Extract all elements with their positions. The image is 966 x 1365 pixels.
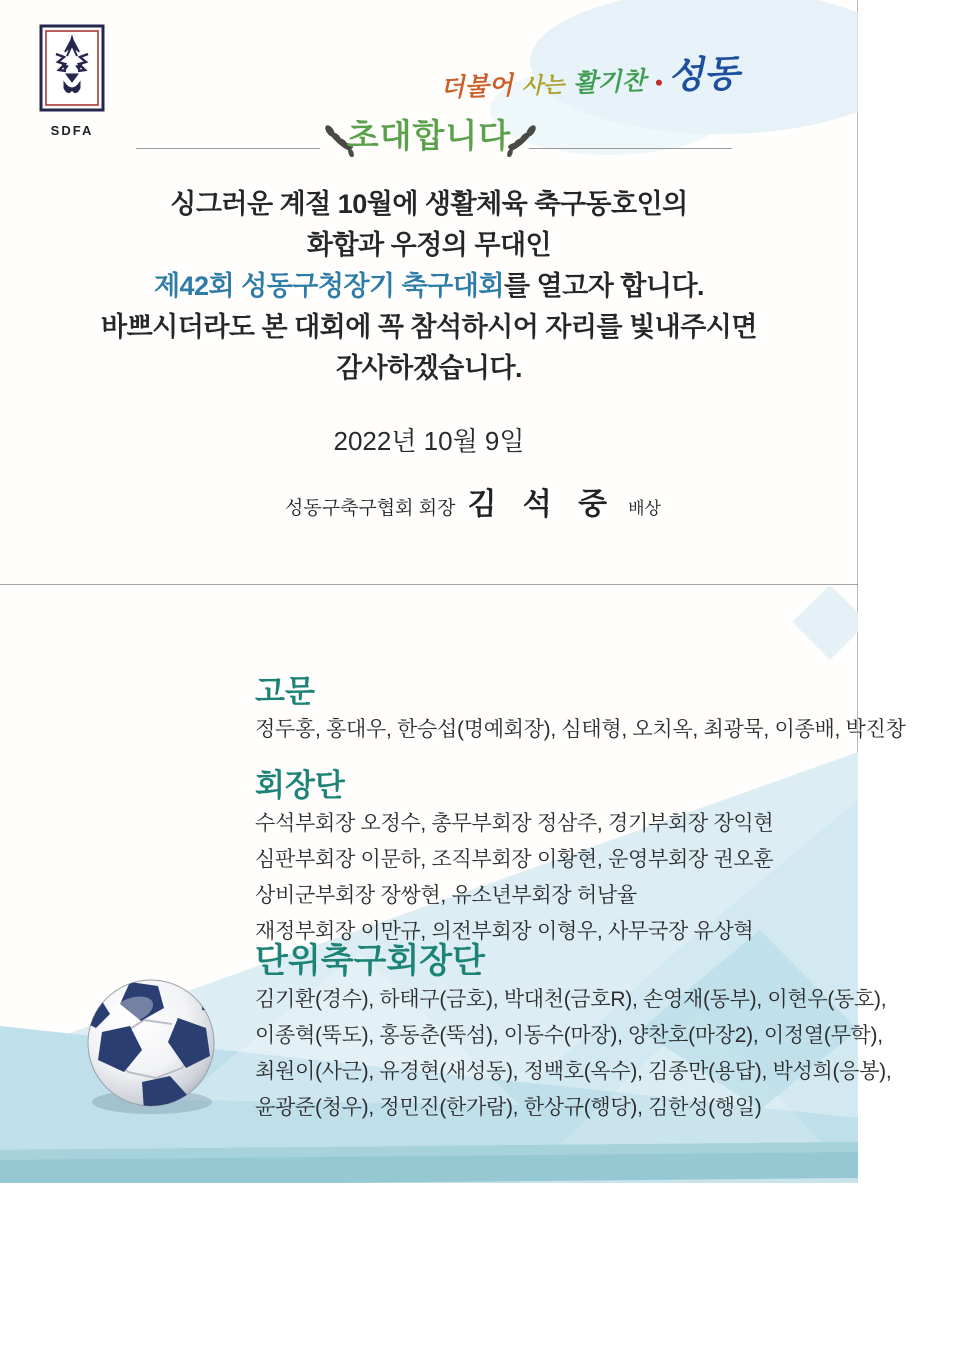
section-body-advisors bbox=[255, 712, 905, 748]
page-title: 초대합니다 bbox=[346, 117, 512, 154]
roster-line: 정두홍, 홍대우, 한승섭(명예회장), 심태형, 오치옥, 최광묵, 이종배, 박진창 bbox=[255, 718, 906, 741]
soccer-ball-icon bbox=[84, 976, 218, 1110]
invite-line-2: 화합과 우정의 무대인 bbox=[306, 230, 552, 260]
roster-line: 김기환(경수), 하태구(금호), 박대천(금호R), 손영재(동부), 이현우(동호), bbox=[255, 988, 887, 1011]
slogan-red-dot: ● bbox=[654, 73, 664, 90]
roster-line: 재정부회장 이만규, 의전부회장 이형우, 사무국장 유상혁 bbox=[255, 920, 754, 943]
slogan-word: 활기찬 bbox=[572, 67, 646, 98]
invite-line-4: 바쁘시더라도 본 대회에 꼭 참석하시어 자리를 빛내주시면 bbox=[101, 312, 757, 342]
slogan-word: 사는 bbox=[520, 71, 565, 99]
signature-name: 김 석 중 bbox=[467, 488, 617, 521]
invite-line-1: 싱그러운 계절 10월에 생활체육 축구동호인의 bbox=[170, 189, 688, 219]
tournament-name: 제42회 성동구청장기 축구대회 bbox=[153, 271, 504, 301]
seongdong-slogan-logo bbox=[439, 43, 740, 107]
roster-line: 심판부회장 이문하, 조직부회장 이황현, 운영부회장 권오훈 bbox=[255, 848, 774, 871]
section-body-presidium bbox=[255, 806, 773, 950]
section-heading-advisors: 고문 bbox=[255, 674, 315, 709]
roster-line: 상비군부회장 장쌍현, 유소년부회장 허남율 bbox=[255, 884, 637, 907]
sdfa-label: SDFA bbox=[50, 123, 94, 138]
slogan-word-seongdong: 성동 bbox=[666, 52, 740, 97]
signature-org: 성동구축구협회 회장 bbox=[285, 498, 456, 519]
invite-line-5: 감사하겠습니다. bbox=[335, 353, 523, 383]
slogan-word: 더불어 bbox=[439, 71, 513, 103]
section-body-club-presidents bbox=[255, 982, 891, 1126]
diamond-accent bbox=[792, 585, 858, 660]
signature-suffix: 배상 bbox=[628, 499, 661, 518]
sdfa-tiger-emblem-icon bbox=[38, 24, 106, 114]
fold-divider-line bbox=[0, 584, 858, 585]
section-heading-club-presidents: 단위축구회장단 bbox=[255, 942, 485, 980]
roster-line: 수석부회장 오정수, 총무부회장 정삼주, 경기부회장 장익현 bbox=[255, 812, 774, 835]
roster-line: 최원이(사근), 유경현(새성동), 정백호(옥수), 김종만(용답), 박성희(응봉), bbox=[255, 1060, 892, 1083]
event-date: 2022년 10월 9일 bbox=[333, 426, 525, 456]
roster-line: 이종혁(뚝도), 홍동춘(뚝섬), 이동수(마장), 양찬호(마장2), 이정열(무학), bbox=[255, 1024, 883, 1047]
invite-line-3-rest: 를 열고자 합니다. bbox=[503, 271, 705, 301]
signature-line bbox=[44, 479, 902, 523]
section-heading-presidium: 회장단 bbox=[255, 768, 345, 803]
invitation-paragraph bbox=[59, 184, 799, 389]
invite-line-3 bbox=[59, 266, 799, 307]
roster-line: 윤광준(청우), 정민진(한가람), 한상규(행당), 김한성(행일) bbox=[255, 1096, 762, 1119]
